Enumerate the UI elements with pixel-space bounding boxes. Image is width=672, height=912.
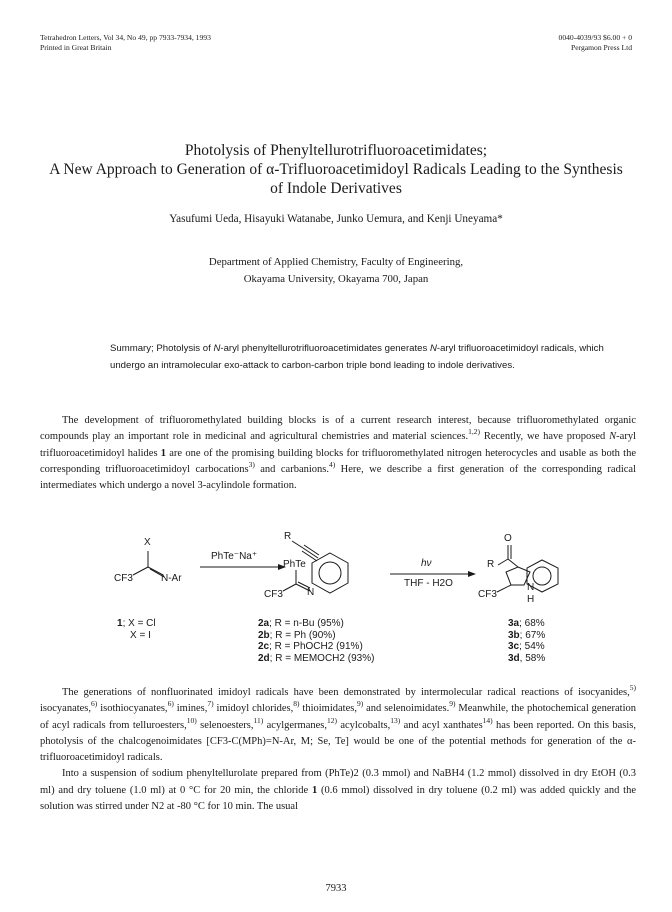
compound-label: 2b: [258, 629, 270, 641]
paragraph-experimental: [40, 766, 636, 815]
int-benzene: [312, 553, 348, 593]
price-line: 0040-4039/93 $6.00 + 0: [558, 33, 632, 42]
list-item: [117, 618, 156, 630]
compound-desc: ; X = Cl: [122, 618, 156, 629]
paragraph-introduction: [40, 413, 636, 494]
journal-header-left: [40, 33, 211, 53]
sm-x-label: X: [144, 537, 151, 548]
paper-title: [40, 141, 632, 198]
compound-label: 3c: [508, 641, 520, 652]
list-item: [508, 630, 545, 642]
para-text: Into a suspension of sodium phenyltellurolate prepared from (PhTe)2 (0.3 mmol) and NaBH4 (1.2 mmol) dissolved in dry EtOH (0.3 ml) and dry toluene (1.0 ml) at 0 °C for 20 min, the chloride: [40, 768, 636, 796]
summary-text: -aryl phenyltellurotrifluoroacetimidates generates: [220, 343, 430, 354]
para-text: Here, we describe a first generation of the corresponding radical intermediates which undergo a novel 3-acylindole formation.: [40, 463, 636, 492]
int-r-bond: [292, 541, 303, 548]
reagent-2-top: hν: [421, 558, 432, 569]
para-text: Recently, we have proposed: [479, 431, 610, 443]
reference-mark: 9): [356, 699, 364, 709]
list-item: [258, 653, 374, 665]
reference-mark: 1,2): [468, 427, 480, 437]
para-text: selenoesters,: [196, 719, 254, 731]
reference-mark: 10): [186, 715, 197, 725]
compound-desc: ; R = Ph (90%): [269, 629, 336, 641]
title-line-2: A New Approach to Generation of α-Trifluoroacetimidoyl Radicals Leading to the Synthesis: [49, 161, 623, 178]
para-text: The generations of nonfluorinated imidoyl radicals have been demonstrated by intermolecular radical reactions of isocyanides,: [62, 687, 630, 698]
compound-desc: X = I: [130, 629, 151, 641]
summary-text: -aryl trifluoroacetimidoyl radicals, which undergo an intramolecular exo-attack to carbon-carbon triple bond leading to indole derivatives.: [110, 343, 604, 371]
title-line-1: Photolysis of Phenyltellurotrifluoroacetimidates;: [184, 142, 488, 159]
reaction-scheme: [0, 528, 672, 668]
printed-in-line: Printed in Great Britain: [40, 43, 112, 52]
int-phte-label: PhTe: [283, 559, 306, 570]
para-text: has been reported. On this basis, photolysis of the chalcogenoimidates [CF3-C(MPh)=N-Ar, M; Se, Te] would be one of the potential methods for generation of the α-trifluoroacetimidoyl radicals.: [40, 719, 637, 764]
compound-desc: ; 54%: [519, 641, 545, 652]
list-item: [258, 630, 374, 642]
reference-mark: 11): [253, 715, 264, 725]
summary: [110, 340, 626, 374]
int-aromatic-circle: [319, 562, 341, 584]
compound-label: 3a: [508, 618, 520, 629]
reagent-2-bottom: THF - H2O: [404, 578, 453, 589]
reference-mark: 6): [167, 699, 174, 709]
para-text: and acyl xanthates: [400, 719, 483, 731]
para-text: thioimidates,: [299, 703, 357, 715]
compound-label: 2c: [258, 641, 270, 652]
reference-mark: 13): [390, 715, 401, 725]
int-bond-ccf3: [283, 584, 296, 591]
prod-cf3-label: CF3: [478, 589, 497, 600]
compound-desc: , 58%: [519, 652, 546, 664]
compound-desc: ; R = MEMOCH2 (93%): [269, 652, 375, 664]
reagent-1: PhTe⁻Na⁺: [211, 551, 258, 562]
para-text: isocyanates,: [40, 703, 92, 715]
para-italic: N: [609, 431, 617, 443]
reference-mark: 8): [293, 699, 300, 709]
prod-h-label: H: [527, 594, 535, 605]
para-text: and selenoimidates.: [363, 703, 450, 715]
compound-desc: ; 68%: [519, 618, 545, 629]
sm-bond-cf3: [133, 567, 148, 575]
publisher-line: Pergamon Press Ltd: [570, 43, 632, 52]
paragraph-discussion: [40, 685, 636, 815]
prod-o-label: O: [504, 533, 512, 544]
compound-desc: ; 67%: [519, 629, 546, 641]
compound-number: 1: [311, 784, 318, 796]
para-text: -aryl trifluoroacetimidoyl halides: [40, 431, 636, 459]
list-item: [258, 641, 374, 653]
prod-c3-bond: [508, 559, 518, 567]
para-text: (0.6 mmol) dissolved in dry toluene (0.2 ml) was added quickly and the solution was stirred under N2 at -80 °C for 10 min. The usual: [40, 784, 636, 813]
para-text: and carbanions.: [254, 463, 329, 475]
reference-mark: 6): [91, 699, 98, 709]
para-text: imines,: [173, 703, 208, 715]
authors: Yasufumi Ueda, Hisayuki Watanabe, Junko Uemura, and Kenji Uneyama*: [169, 213, 503, 225]
list-item: [508, 653, 545, 665]
prod-n-label: N: [527, 582, 535, 593]
para-text: acylcobalts,: [336, 719, 391, 731]
compound-label: 1: [117, 618, 123, 629]
affiliation: [40, 254, 632, 288]
compound-label: 3b: [508, 629, 520, 641]
int-n-label: N: [307, 587, 315, 598]
citation-line: Tetrahedron Letters, Vol 34, No 49, pp 7933-7934, 1993: [40, 33, 211, 42]
summary-label: Summary;: [110, 343, 154, 354]
sm-cf3-label: CF3: [114, 573, 133, 584]
summary-italic: N: [213, 343, 221, 354]
int-r-label: R: [284, 531, 292, 542]
affiliation-line-1: Department of Applied Chemistry, Faculty of Engineering,: [208, 256, 464, 268]
para-text: Meanwhile, the photochemical generation of acyl radicals from telluroesters,: [40, 703, 636, 731]
sm-nar-label: N-Ar: [161, 573, 182, 584]
reference-mark: 12): [326, 715, 337, 725]
prod-r-bond: [498, 559, 508, 565]
list-item: [117, 630, 156, 642]
reference-mark: 5): [629, 683, 636, 692]
compound-desc: ; R = PhOCH2 (91%): [269, 641, 363, 652]
compound-number: 1: [160, 447, 167, 459]
affiliation-line-2: Okayama University, Okayama 700, Japan: [243, 273, 429, 285]
summary-italic: N: [429, 343, 437, 354]
compound-label: 2d: [258, 652, 270, 664]
reference-mark: 3): [248, 459, 255, 469]
summary-text: Photolysis of: [153, 343, 214, 354]
journal-header-right: [559, 33, 632, 53]
compound-label: 3d: [508, 652, 520, 664]
prod-compound-list: [508, 618, 545, 664]
list-item: [508, 641, 545, 653]
title-line-3: of Indole Derivatives: [270, 180, 402, 197]
para-text: acylgermanes,: [263, 719, 327, 731]
reference-mark: 7): [207, 699, 214, 709]
para-text: isothiocyanates,: [97, 703, 168, 715]
page-number: 7933: [325, 883, 347, 894]
reference-mark: 14): [482, 715, 493, 725]
compound-label: 2a: [258, 618, 270, 629]
int-compound-list: [258, 618, 374, 664]
reference-mark: 4): [328, 459, 336, 469]
list-item: [508, 618, 545, 630]
prod-ccf3-bond: [497, 585, 511, 592]
para-text: The development of trifluoromethylated building blocks is of a current research interest, because trifluoromethylated organic compounds play an important role in medicinal and agricultural chemistries and material sciences.: [40, 415, 636, 443]
para-text: imidoyl chlorides,: [213, 703, 294, 715]
sm-compound-list: [117, 618, 156, 641]
prod-aromatic-circle: [533, 567, 551, 585]
int-cf3-label: CF3: [264, 589, 283, 600]
compound-desc: ; R = n-Bu (95%): [269, 618, 344, 629]
arrow-2-head: [468, 571, 476, 577]
prod-r-label: R: [487, 559, 495, 570]
list-item: [258, 618, 374, 630]
reference-mark: 9): [449, 699, 456, 709]
para-text: are one of the promising building blocks for trifluoromethylated nitrogen heterocycles and usable as both the corresponding trifluoroacetimidoyl carbocations: [40, 447, 636, 475]
